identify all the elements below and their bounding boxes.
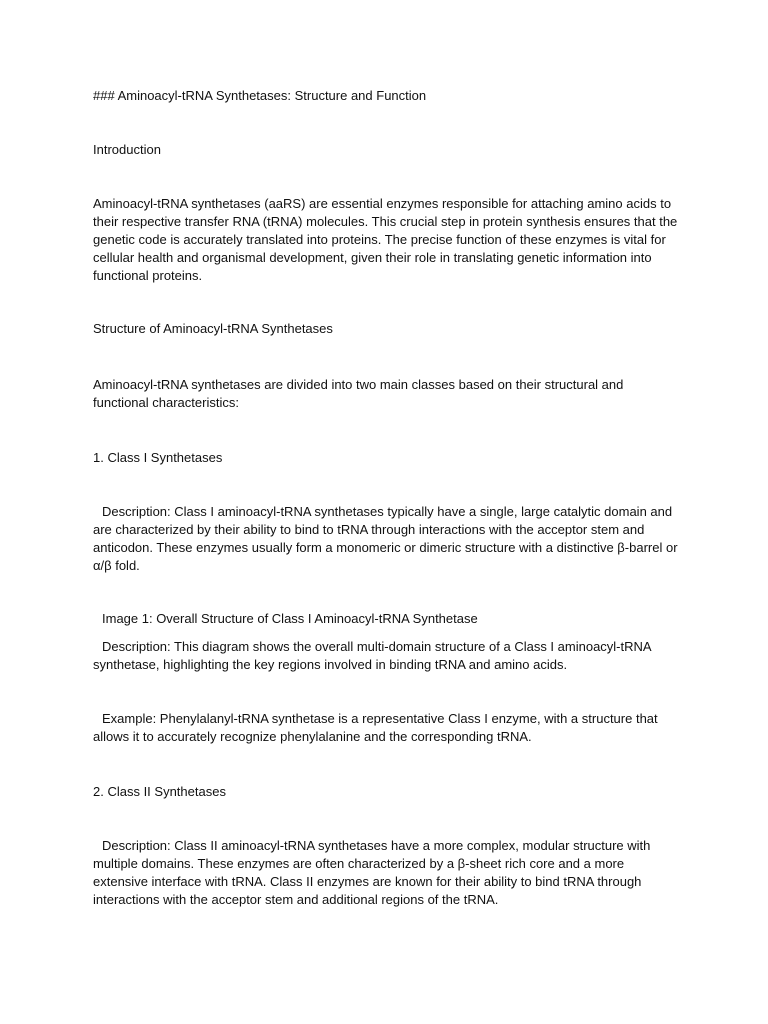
class1-heading: 1. Class I Synthetases	[93, 450, 223, 465]
intro-heading: Introduction	[93, 142, 161, 157]
structure-heading: Structure of Aminoacyl-tRNA Synthetases	[93, 321, 333, 336]
class1-example: Example: Phenylalanyl-tRNA synthetase is a representative Class I enzyme, with a structure that allows it to accurately recognize phenylalanine and the corresponding tRNA.	[93, 711, 662, 744]
class2-heading: 2. Class II Synthetases	[93, 784, 226, 799]
class1-image-caption: Image 1: Overall Structure of Class I Aminoacyl-tRNA Synthetase	[102, 611, 478, 626]
document-title: ### Aminoacyl-tRNA Synthetases: Structure and Function	[93, 88, 427, 103]
class1-image-description: Description: This diagram shows the overall multi-domain structure of a Class I aminoacyl-tRNA synthetase, highlighting the key regions involved in binding tRNA and amino acids.	[93, 639, 655, 672]
structure-paragraph: Aminoacyl-tRNA synthetases are divided into two main classes based on their structural and functional characteristics:	[93, 377, 627, 410]
class2-description: Description: Class II aminoacyl-tRNA synthetases have a more complex, modular structure with multiple domains. These enzymes are often characterized by a β-sheet rich core and a more extensive interface with tRNA. Class II enzymes are known for their ability to bind tRNA through interactions with the acceptor stem and additional regions of the tRNA.	[93, 838, 655, 907]
class1-description: Description: Class I aminoacyl-tRNA synthetases typically have a single, large catalytic domain and are characterized by their ability to bind to tRNA through interactions with the acceptor stem and anticodon. These enzymes usually form a monomeric or dimeric structure with a distinctive β-barrel or α/β fold.	[93, 504, 682, 573]
intro-paragraph: Aminoacyl-tRNA synthetases (aaRS) are essential enzymes responsible for attaching amino acids to their respective transfer RNA (tRNA) molecules. This crucial step in protein synthesis ensures that the genetic code is accurately translated into proteins. The precise function of these enzymes is vital for cellular health and organismal development, given their role in translating genetic information into functional proteins.	[93, 196, 681, 283]
